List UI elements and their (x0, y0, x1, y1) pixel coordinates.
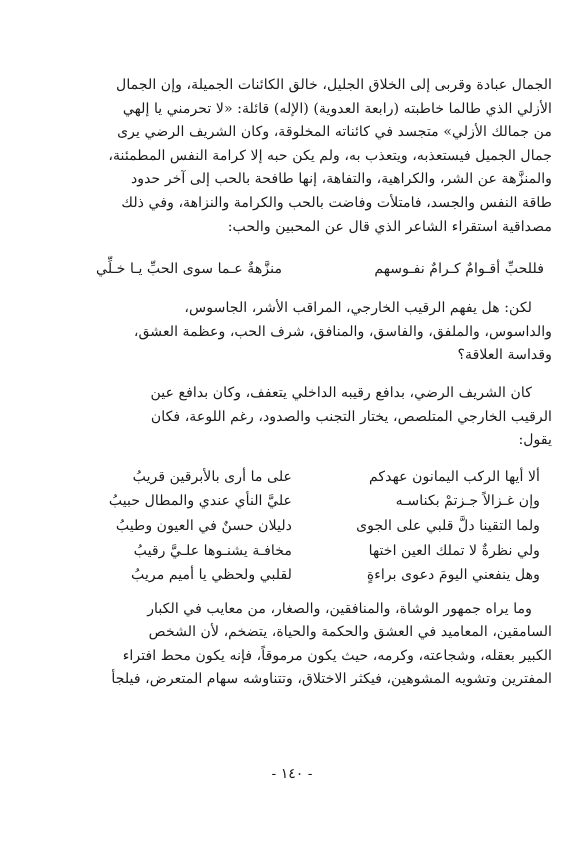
text-line: والداسوس، والملفق، والفاسق، والمنافق، شرف الحب، وعظمة العشق، (133, 323, 552, 340)
poem-hemistich-second: على ما أرى بالأبرقين قريبُ (132, 468, 292, 485)
text-line: مصداقية استقراء الشاعر الذي قال عن المحبين والحب: (227, 218, 552, 235)
poem-hemistich-first: وهل ينفعني اليومَ دعوى براءةٍ (366, 567, 540, 584)
verse-love (96, 257, 544, 281)
text-line: والمنزَّهة عن الشر، والكراهية، والتفاهة، إنها طافحة بالحب إلى آخر حدود (130, 171, 552, 188)
text-line: المفترين وتشويه المشوهين، فيكثر الاختلاق، وتتناوشه سهام المتعرض، فيلجأ (111, 671, 552, 688)
poem-verse (36, 489, 552, 514)
text-line: كان الشريف الرضي، بدافع رقيبه الداخلي يتعفف، وكان بدافع عين (150, 384, 532, 401)
paragraph-beauty (36, 74, 552, 239)
poem-hemistich-second: لقلبي ولحظي يا أميم مريبُ (131, 567, 292, 584)
text-line: جمال الجميل فيستعذبه، ويتعذب به، ولم يكن حبه إلا كرامة النفس المطمئنة، (108, 147, 552, 164)
page-number: - ١٤٠ - (271, 766, 313, 782)
paragraph-slanderers (36, 598, 552, 692)
poem-verse (36, 465, 552, 490)
page-body (36, 74, 552, 692)
text-line: الرقيب الخارجي المتلصص، يختار التجنب والصدود، رغم اللوعة، فكان (150, 408, 552, 425)
text-line: من جمالك الأزلي» متجسد في كائناته المخلوقة، وكان الشريف الرضي يرى (117, 124, 552, 141)
paragraph-watcher (36, 297, 552, 368)
text-line: وما يراه جمهور الوشاة، والمنافقين، والصغار، من معايب في الكبار (147, 600, 532, 617)
poem-hemistich-first: ألا أيها الركب اليمانون عهدكم (368, 468, 540, 485)
poem-hemistich-first: ولما التقينا دلَّ قلبي على الجوى (356, 517, 540, 534)
text-line: طاقة النفس والجسد، فامتلأت وفاضت بالحب والكرامة والنزاهة، وفي ذلك (121, 194, 552, 211)
text-line: السامقين، المعاميد في العشق والحكمة والحياة، يتضخم، لأن الشخص (148, 624, 552, 641)
poem-hemistich-second: دليلان حسنٌ في العيون وطيبُ (115, 517, 292, 534)
text-line: الكبير بعقله، وشجاعته، وكرمه، حيث يكون مرموقاً، فإنه يكون محط افتراء (122, 647, 552, 664)
paragraph-sharif (36, 382, 552, 453)
poem-verse (36, 514, 552, 539)
poem-hemistich-first: ولي نظرةٌ لا تملك العين اختها (368, 542, 540, 559)
poem-hemistich-first: وإن غـزالاً جـزتمْ بكناسـه (395, 493, 540, 510)
text-line: الجمال عبادة وقربى إلى الخلاق الجليل، خالق الكائنات الجميلة، وإن الجمال (116, 77, 552, 93)
text-line: لكن: هل يفهم الرقيب الخارجي، المراقب الأشر، الجاسوس، (184, 300, 532, 317)
text-line: وقداسة العلاقة؟ (457, 347, 552, 364)
text-line: يقول: (518, 432, 552, 449)
verse-hemistich-first: فللحبِّ أقـوامٌ كـرامٌ نفـوسهم (374, 261, 544, 278)
poem-hemistich-second: عليَّ النأي عندي والمطال حبيبُ (108, 493, 292, 510)
poem-verse (36, 539, 552, 564)
text-line: الأزلي الذي طالما خاطبته (رابعة العدوية) (الإله) قائلة: «لا تحرمني يا إلهي (122, 100, 552, 117)
poem-verse (36, 563, 552, 588)
poem-hemistich-second: مخافـة يشنـوها علـيَّ رقيبُ (133, 542, 292, 559)
poem (36, 465, 552, 588)
verse-hemistich-second: منزَّهةٌ عـما سوى الحبِّ يـا خـلِّي (96, 261, 283, 278)
